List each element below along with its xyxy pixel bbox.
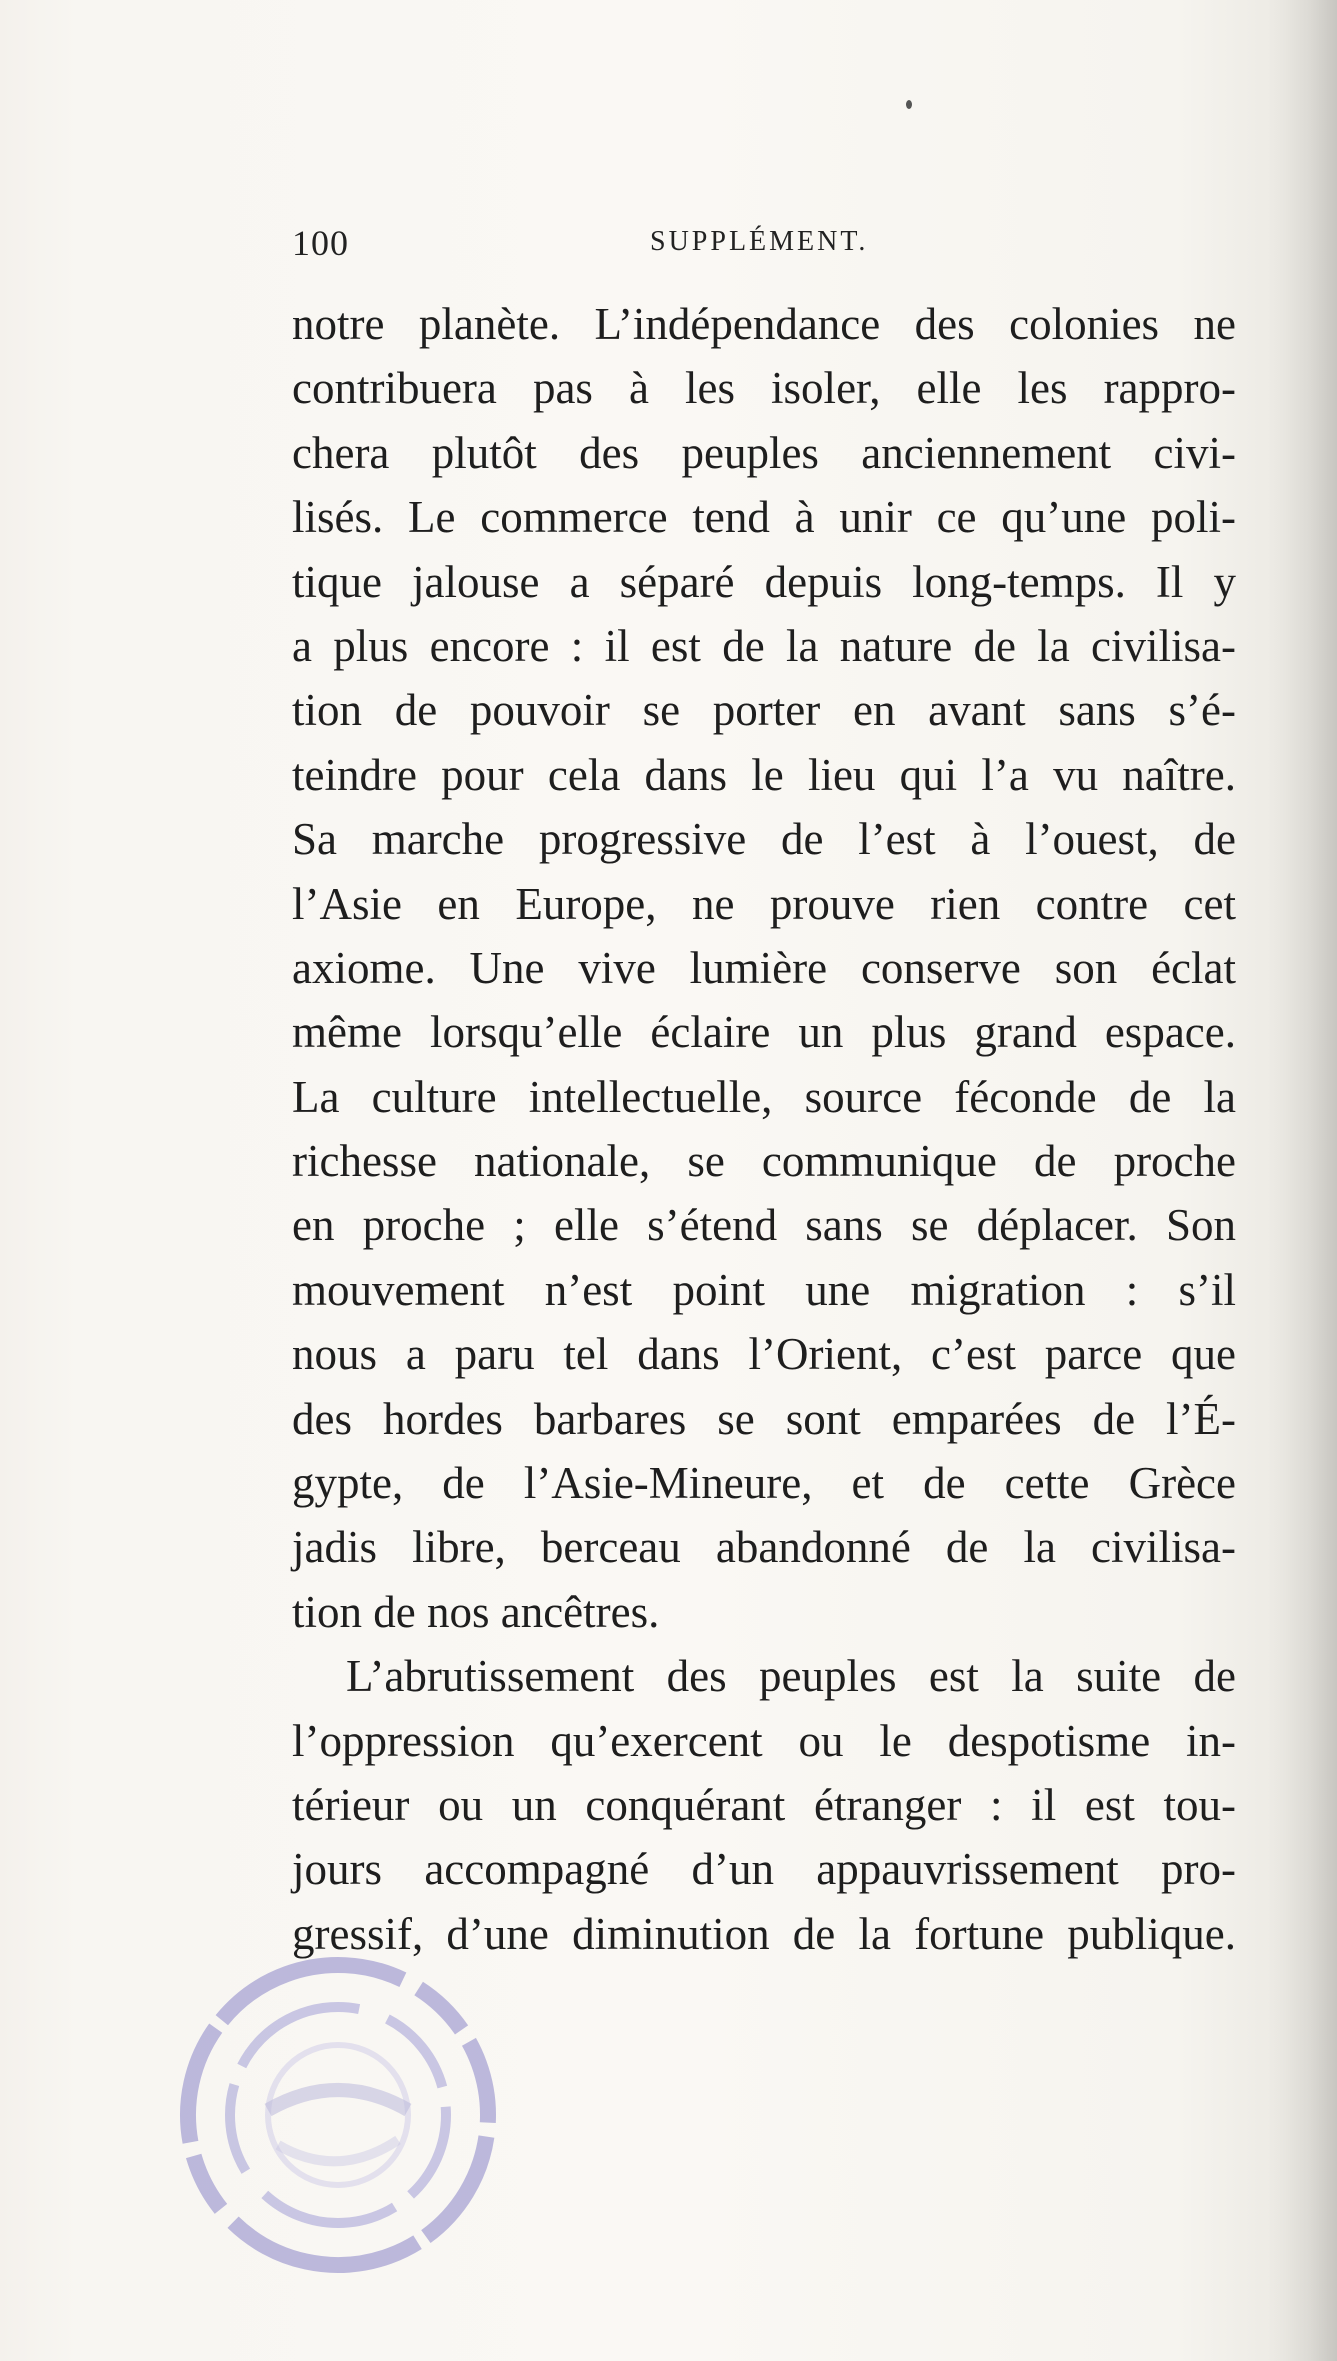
text-line: tion de nos ancêtres. xyxy=(292,1586,660,1637)
text-line: gypte, de l’Asie-Mineure, et de cette Grèce xyxy=(292,1458,1236,1509)
text-line: l’oppression qu’exercent ou le despotisme in- xyxy=(292,1715,1236,1766)
text-line: richesse nationale, se communique de proche xyxy=(292,1136,1236,1187)
text-line: a plus encore : il est de la nature de la civilisa- xyxy=(292,620,1236,671)
text-line: gressif, d’une diminution de la fortune publique. xyxy=(292,1908,1236,1959)
body-text xyxy=(292,292,1236,1966)
text-line: La culture intellectuelle, source féconde de la xyxy=(292,1071,1236,1122)
paragraph-1 xyxy=(292,292,1236,1644)
text-line: térieur ou un conquérant étranger : il est tou- xyxy=(292,1779,1236,1830)
text-line: teindre pour cela dans le lieu qui l’a vu naître. xyxy=(292,749,1236,800)
text-line: tique jalouse a séparé depuis long-temps. Il y xyxy=(292,556,1236,607)
paragraph-2 xyxy=(292,1644,1236,1966)
library-stamp xyxy=(158,1935,518,2295)
text-line: contribuera pas à les isoler, elle les rappro- xyxy=(292,363,1236,414)
text-line: axiome. Une vive lumière conserve son éclat xyxy=(292,942,1236,993)
text-line: notre planète. L’indépendance des colonies ne xyxy=(292,299,1236,349)
text-line: Sa marche progressive de l’est à l’ouest, de xyxy=(292,814,1236,865)
text-line: l’Asie en Europe, ne prouve rien contre cet xyxy=(292,878,1236,929)
text-line: chera plutôt des peuples anciennement civi- xyxy=(292,427,1236,478)
text-line: jours accompagné d’un appauvrissement pro- xyxy=(292,1844,1236,1895)
text-line: des hordes barbares se sont emparées de l’É- xyxy=(292,1393,1236,1444)
text-line: lisés. Le commerce tend à unir ce qu’une poli- xyxy=(292,492,1236,543)
text-line: en proche ; elle s’étend sans se déplacer. Son xyxy=(292,1200,1236,1251)
text-line: L’abrutissement des peuples est la suite de xyxy=(346,1651,1236,1702)
running-title: SUPPLÉMENT. xyxy=(650,226,869,257)
text-line: jadis libre, berceau abandonné de la civilisa- xyxy=(292,1522,1236,1573)
text-line: nous a paru tel dans l’Orient, c’est parce que xyxy=(292,1329,1236,1380)
text-line: même lorsqu’elle éclaire un plus grand espace. xyxy=(292,1007,1236,1058)
running-head xyxy=(292,222,1257,272)
text-line: tion de pouvoir se porter en avant sans s’é- xyxy=(292,685,1236,736)
text-line: mouvement n’est point une migration : s’il xyxy=(292,1264,1236,1315)
page-edge-shadow xyxy=(1267,0,1337,2361)
page-number: 100 xyxy=(292,223,349,263)
ink-speck xyxy=(906,100,912,109)
